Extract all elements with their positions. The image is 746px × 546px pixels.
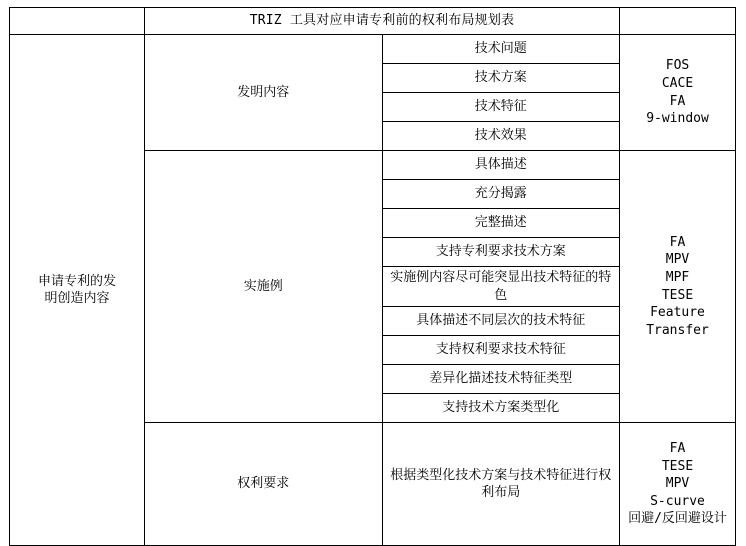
list-item: 实施例内容尽可能突显出技术特征的特色 bbox=[382, 267, 620, 307]
tool-label: Feature bbox=[650, 305, 705, 321]
tool-label: MPV bbox=[665, 476, 690, 492]
list-item: 技术问题 bbox=[382, 35, 620, 64]
left-category-label-line-2: 明创造内容 bbox=[44, 291, 110, 307]
list-item: 技术效果 bbox=[382, 122, 620, 151]
tool-label: FA bbox=[669, 93, 686, 109]
page-title: TRIZ 工具对应申请专利前的权利布局规划表 bbox=[145, 8, 620, 35]
tool-label: S-curve bbox=[650, 493, 705, 509]
tool-label: FOS bbox=[665, 58, 690, 74]
list-item: 具体描述不同层次的技术特征 bbox=[382, 307, 620, 336]
tool-label: MPV bbox=[665, 252, 690, 268]
tool-label: FA bbox=[669, 234, 686, 250]
section-name-invention: 发明内容 bbox=[145, 35, 383, 151]
tool-label: 9-window bbox=[646, 111, 709, 127]
tools-cell-embodiment bbox=[620, 151, 736, 423]
tool-label: MPF bbox=[665, 270, 690, 285]
list-item: 差异化描述技术特征类型 bbox=[382, 365, 620, 394]
tool-label: TESE bbox=[661, 458, 694, 474]
tool-label: CACE bbox=[661, 75, 694, 91]
title-spacer-cell-right bbox=[620, 8, 736, 35]
list-item: 充分揭露 bbox=[382, 180, 620, 209]
table-row bbox=[10, 35, 736, 64]
left-category-label bbox=[10, 35, 145, 546]
tools-cell-invention bbox=[620, 35, 736, 151]
left-category-label-line-1: 申请专利的发 bbox=[37, 273, 116, 289]
list-item: 根据类型化技术方案与技术特征进行权利布局 bbox=[382, 423, 620, 546]
list-item: 支持技术方案类型化 bbox=[382, 394, 620, 423]
tool-label: 回避/反回避设计 bbox=[628, 511, 727, 527]
table-title-row bbox=[10, 8, 736, 35]
title-spacer-cell bbox=[10, 8, 145, 35]
triz-patent-layout-table bbox=[9, 7, 736, 546]
section-name-claims: 权利要求 bbox=[145, 423, 383, 546]
list-item: 支持专利要求技术方案 bbox=[382, 238, 620, 267]
list-item: 完整描述 bbox=[382, 209, 620, 238]
tool-label: TESE bbox=[661, 287, 694, 303]
section-name-embodiment: 实施例 bbox=[145, 151, 383, 423]
list-item: 具体描述 bbox=[382, 151, 620, 180]
list-item: 技术特征 bbox=[382, 93, 620, 122]
list-item: 支持权利要求技术特征 bbox=[382, 336, 620, 365]
tools-cell-claims bbox=[620, 423, 736, 546]
tool-label: Transfer bbox=[646, 322, 709, 338]
list-item: 技术方案 bbox=[382, 64, 620, 93]
tool-label: FA bbox=[669, 441, 686, 457]
